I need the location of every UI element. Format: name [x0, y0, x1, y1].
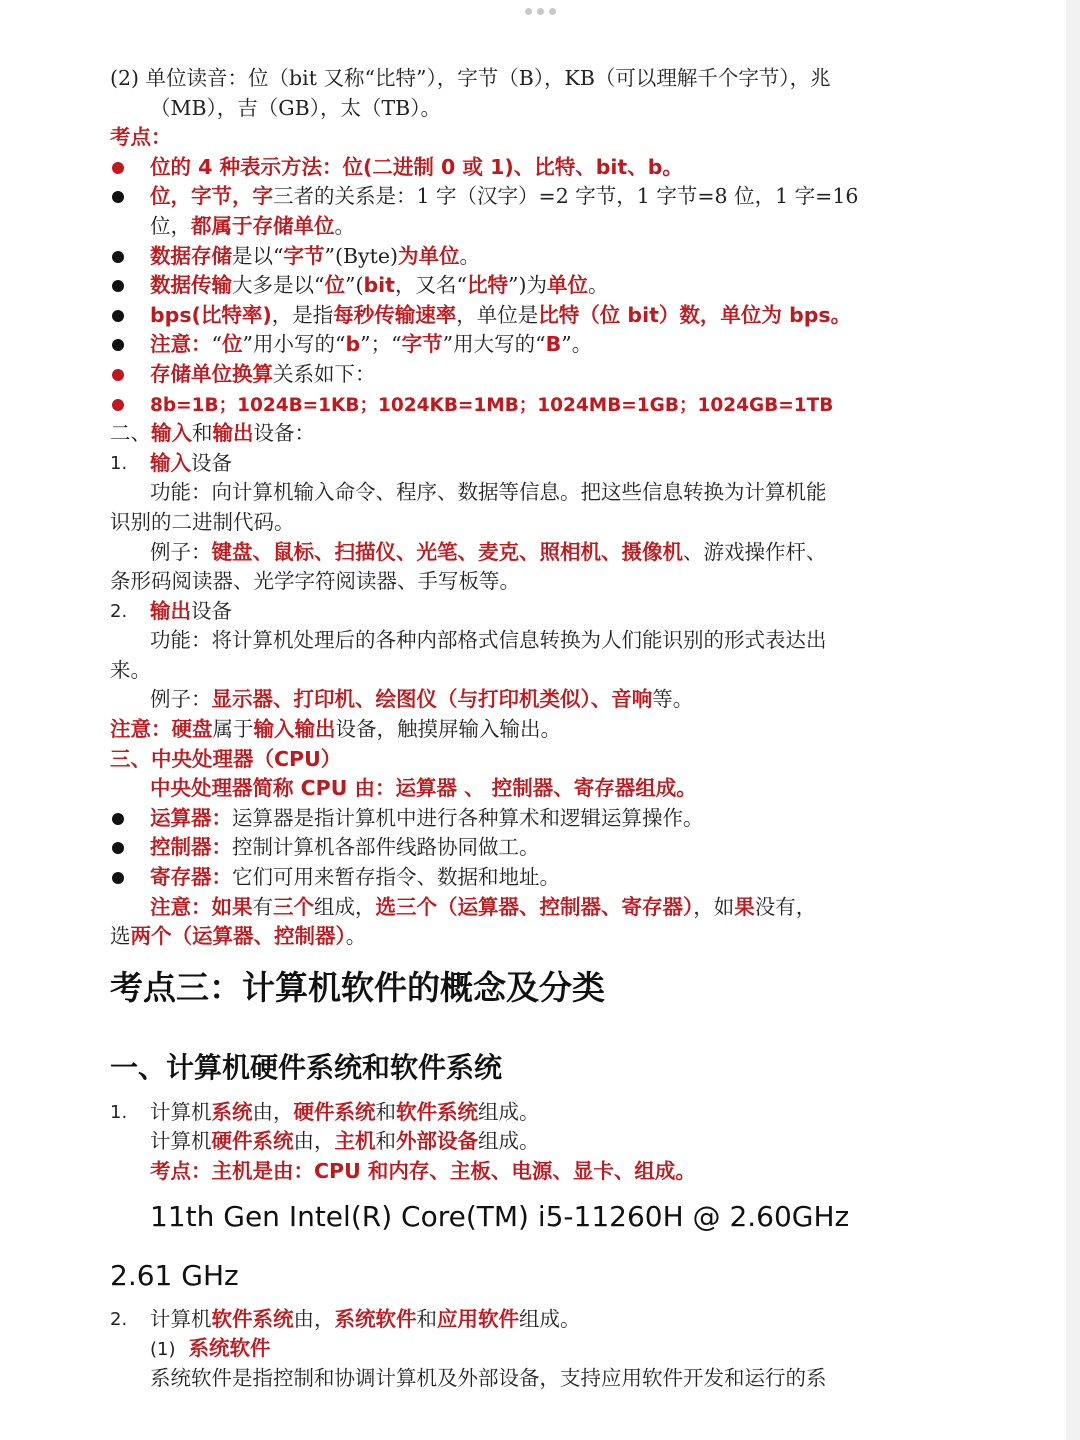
list-item: bps(比特率)，是指每秒传输速率，单位是比特（位 bit）数，单位为 bps。 [110, 301, 900, 331]
red-bullet-icon [112, 399, 124, 411]
text-line: 中央处理器简称 CPU 由：运算器 、 控制器、寄存器组成。 [150, 776, 697, 801]
text-line: 例子：键盘、鼠标、扫描仪、光笔、麦克、照相机、摄像机、游戏操作杆、 [150, 539, 827, 564]
cpu-speed-text: 2.61 GHz [110, 1258, 239, 1292]
scrollbar[interactable] [1066, 0, 1080, 1440]
list-item: 注意：“位”用小写的“b”；“字节”用大写的“B”。 [110, 330, 900, 360]
note-line: 选两个（运算器、控制器）。 [110, 924, 367, 949]
list-item: 寄存器：它们可用来暂存指令、数据和地址。 [110, 863, 900, 893]
bullet-icon [112, 872, 124, 884]
section-title: 考点三：计算机软件的概念及分类 [110, 967, 605, 1007]
text-line: 条形码阅读器、光学字符阅读器、手写板等。 [110, 569, 520, 594]
cpu-model-text: 11th Gen Intel(R) Core(TM) i5-11260H @ 2.60GHz [150, 1199, 850, 1233]
list-item: 存储单位换算关系如下： [110, 360, 900, 390]
note-line: 注意：如果有三个组成，选三个（运算器、控制器、寄存器），如果没有， [150, 894, 817, 919]
list-item: 位的 4 种表示方法：位(二进制 0 或 1)、比特、bit、b。 [110, 153, 900, 183]
bullet-icon [112, 813, 124, 825]
list-item: 数据存储是以“字节”(Byte)为单位。 [110, 242, 900, 272]
bullet-icon [112, 251, 124, 263]
text-line: (2) 单位读音：位（bit 又称“比特”），字节（B），KB（可以理解千个字节），兆 [110, 66, 831, 90]
text-line: 来。 [110, 657, 151, 682]
bullet-icon [112, 339, 124, 351]
bullet-icon [112, 310, 124, 322]
numbered-item: 2. 输出设备 [110, 598, 232, 623]
list-item: 运算器：运算器是指计算机中进行各种算术和逻辑运算操作。 [110, 804, 900, 834]
bullet-icon [112, 842, 124, 854]
numbered-item: 1. 计算机系统由，硬件系统和软件系统组成。 [110, 1099, 540, 1124]
bullet-icon [112, 280, 124, 292]
text-line: 计算机硬件系统由，主机和外部设备组成。 [150, 1129, 540, 1154]
kaodian-label: 考点： [110, 125, 172, 150]
text-line: 例子：显示器、打印机、绘图仪（与打印机类似）、音响等。 [150, 687, 694, 712]
text-line: （MB），吉（GB），太（TB）。 [150, 95, 441, 120]
text-line: 功能：将计算机处理后的各种内部格式信息转换为人们能识别的形式表达出 [150, 628, 827, 653]
bullet-icon [112, 191, 124, 203]
document-page [110, 64, 900, 1393]
list-item: 控制器：控制计算机各部件线路协同做工。 [110, 833, 900, 863]
sub-item: (1) 系统软件 [150, 1336, 271, 1361]
red-bullet-icon [112, 162, 124, 174]
list-item: 位，字节，字三者的关系是：1 字（汉字）=2 字节，1 字节=8 位，1 字=16 [110, 182, 900, 212]
numbered-item: 2. 计算机软件系统由，系统软件和应用软件组成。 [110, 1306, 581, 1331]
text-line: 系统软件是指控制和协调计算机及外部设备，支持应用软件开发和运行的系 [150, 1365, 827, 1390]
list-item: 8b=1B；1024B=1KB；1024KB=1MB；1024MB=1GB；1024GB=1TB [110, 390, 900, 420]
note-line: 注意：硬盘属于输入输出设备，触摸屏输入输出。 [110, 717, 561, 742]
text-line: 识别的二进制代码。 [110, 509, 295, 534]
section-heading: 二、输入和输出设备： [110, 421, 315, 446]
list-item: 数据传输大多是以“位”(bit，又名“比特”)为单位。 [110, 271, 900, 301]
list-item-cont: 位，都属于存储单位。 [150, 213, 355, 238]
more-dots-icon[interactable] [522, 8, 558, 18]
numbered-item: 1. 输入设备 [110, 450, 232, 475]
red-bullet-icon [112, 369, 124, 381]
kaodian-line: 考点：主机是由：CPU 和内存、主板、电源、显卡、组成。 [150, 1159, 696, 1183]
text-line: 功能：向计算机输入命令、程序、数据等信息。把这些信息转换为计算机能 [150, 480, 827, 505]
subsection-title: 一、计算机硬件系统和软件系统 [110, 1050, 503, 1084]
section-heading: 三、中央处理器（CPU） [110, 746, 342, 771]
